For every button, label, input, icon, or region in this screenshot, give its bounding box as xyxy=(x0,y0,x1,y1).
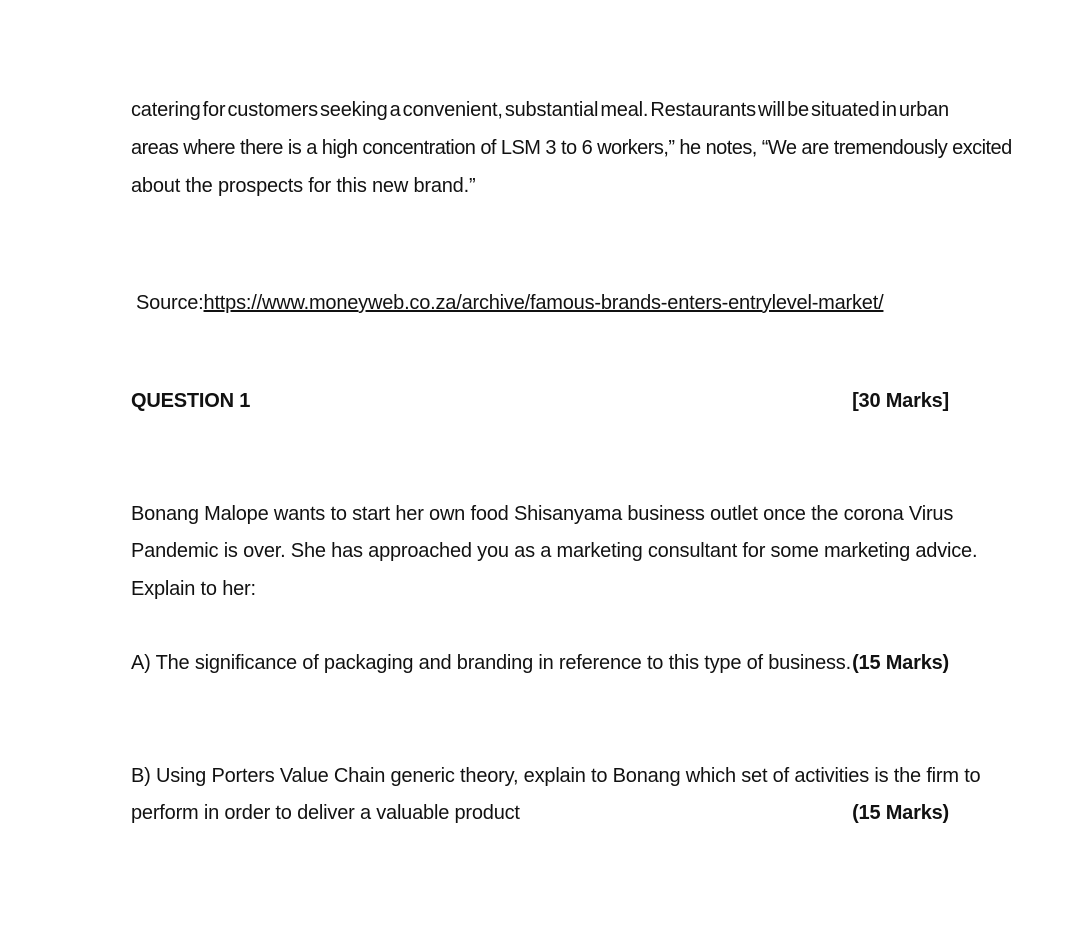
part-b-text: perform in order to deliver a valuable product xyxy=(131,802,520,824)
source-link[interactable]: https://www.moneyweb.co.za/archive/famous-brands-enters-entrylevel-market/ xyxy=(203,292,884,314)
part-a-text: A) The significance of packaging and branding in reference to this type of business. xyxy=(131,652,851,674)
part-a xyxy=(131,651,949,675)
intro-word: will xyxy=(758,99,786,121)
intro-word: a xyxy=(389,99,401,121)
scenario-line-3: Explain to her: xyxy=(131,578,256,600)
question-heading xyxy=(131,389,949,413)
intro-line-1 xyxy=(131,98,949,122)
intro-word: substantial xyxy=(504,99,599,121)
intro-word: be xyxy=(787,99,809,121)
intro-word: situated xyxy=(811,99,880,121)
intro-line-2: areas where there is a high concentration of LSM 3 to 6 workers,” he notes, “We are tremendously excited xyxy=(131,137,1012,159)
part-b-marks: (15 Marks) xyxy=(852,802,949,824)
intro-word: for xyxy=(202,99,226,121)
part-b-line-1: B) Using Porters Value Chain generic theory, explain to Bonang which set of activities is the firm to xyxy=(131,765,981,787)
question-title: QUESTION 1 xyxy=(131,390,251,412)
source-citation xyxy=(136,291,883,315)
part-a-marks: (15 Marks) xyxy=(852,652,949,674)
part-b-line-2 xyxy=(131,801,949,825)
scenario-line-1: Bonang Malope wants to start her own food Shisanyama business outlet once the corona Virus xyxy=(131,503,954,525)
intro-word: customers xyxy=(227,99,318,121)
intro-word: urban xyxy=(898,99,949,121)
intro-word: convenient, xyxy=(402,99,503,121)
scenario-line-2: Pandemic is over. She has approached you as a marketing consultant for some marketing advice. xyxy=(131,540,978,562)
intro-word: catering xyxy=(131,99,201,121)
intro-line-3: about the prospects for this new brand.” xyxy=(131,175,476,197)
source-label: Source: xyxy=(136,292,204,314)
intro-word: Restaurants xyxy=(650,99,756,121)
question-marks: [30 Marks] xyxy=(852,390,949,412)
intro-word: seeking xyxy=(320,99,388,121)
intro-word: in xyxy=(881,99,897,121)
intro-word: meal. xyxy=(600,99,649,121)
